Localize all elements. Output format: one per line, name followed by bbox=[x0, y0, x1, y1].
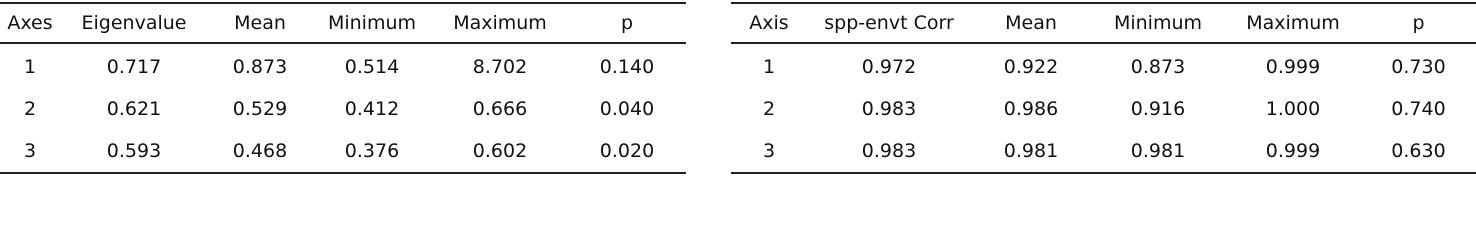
col-header-maximum: Maximum bbox=[432, 3, 568, 43]
cell-axis: 3 bbox=[0, 130, 60, 173]
col-header-axes: Axes bbox=[0, 3, 60, 43]
cell-maximum: 1.000 bbox=[1265, 98, 1321, 120]
cell-minimum: 0.873 bbox=[1130, 56, 1186, 78]
col-header-mean: Mean bbox=[208, 3, 312, 43]
cell-axis: 1 bbox=[23, 56, 37, 78]
cell-axis: 2 bbox=[762, 98, 776, 120]
cell-p: 0.140 bbox=[599, 56, 655, 78]
cell-spp-envt-corr: 0.983 bbox=[861, 98, 917, 120]
cell-axis: 2 bbox=[23, 98, 37, 120]
col-header-axis: Axis bbox=[731, 3, 807, 43]
table-row bbox=[0, 130, 686, 173]
cell-maximum: 8.702 bbox=[472, 56, 528, 78]
table-row bbox=[0, 43, 686, 88]
cell-minimum: 0.916 bbox=[1130, 98, 1186, 120]
randomization-test-correlations-table bbox=[731, 2, 1476, 174]
col-header-spp-envt-corr: spp-envt Corr bbox=[807, 3, 971, 43]
cell-minimum: 0.514 bbox=[344, 56, 400, 78]
cell-mean: 0.981 bbox=[971, 130, 1091, 173]
cell-axis: 3 bbox=[731, 130, 807, 173]
cell-mean: 0.529 bbox=[232, 98, 288, 120]
col-header-p: p bbox=[568, 3, 686, 43]
table-row bbox=[731, 130, 1476, 173]
col-header-eigenvalue: Eigenvalue bbox=[60, 3, 208, 43]
table-header-row bbox=[0, 3, 686, 43]
randomization-test-eigenvalues-table bbox=[0, 2, 686, 174]
table-row bbox=[0, 88, 686, 130]
cell-minimum: 0.412 bbox=[344, 98, 400, 120]
table-header-row bbox=[731, 3, 1476, 43]
col-header-minimum: Minimum bbox=[1091, 3, 1225, 43]
cell-eigenvalue: 0.717 bbox=[106, 56, 162, 78]
cell-p: 0.040 bbox=[599, 98, 655, 120]
cell-maximum: 0.999 bbox=[1225, 130, 1361, 173]
cell-mean: 0.986 bbox=[1003, 98, 1059, 120]
col-header-minimum: Minimum bbox=[312, 3, 432, 43]
col-header-maximum: Maximum bbox=[1225, 3, 1361, 43]
cell-p: 0.740 bbox=[1391, 98, 1446, 120]
cell-p: 0.730 bbox=[1391, 56, 1446, 78]
table-row bbox=[731, 88, 1476, 130]
cell-mean: 0.873 bbox=[232, 56, 288, 78]
cell-minimum: 0.981 bbox=[1091, 130, 1225, 173]
col-header-p: p bbox=[1361, 3, 1476, 43]
cell-mean: 0.468 bbox=[208, 130, 312, 173]
cell-minimum: 0.376 bbox=[312, 130, 432, 173]
cell-p: 0.020 bbox=[568, 130, 686, 173]
cell-spp-envt-corr: 0.983 bbox=[807, 130, 971, 173]
cell-eigenvalue: 0.621 bbox=[106, 98, 162, 120]
cell-mean: 0.922 bbox=[1003, 56, 1059, 78]
cell-axis: 1 bbox=[762, 56, 776, 78]
table-row bbox=[731, 43, 1476, 88]
col-header-mean: Mean bbox=[971, 3, 1091, 43]
cell-maximum: 0.602 bbox=[432, 130, 568, 173]
cell-spp-envt-corr: 0.972 bbox=[861, 56, 917, 78]
cell-maximum: 0.999 bbox=[1265, 56, 1321, 78]
cell-maximum: 0.666 bbox=[472, 98, 528, 120]
cell-eigenvalue: 0.593 bbox=[60, 130, 208, 173]
cell-p: 0.630 bbox=[1361, 130, 1476, 173]
